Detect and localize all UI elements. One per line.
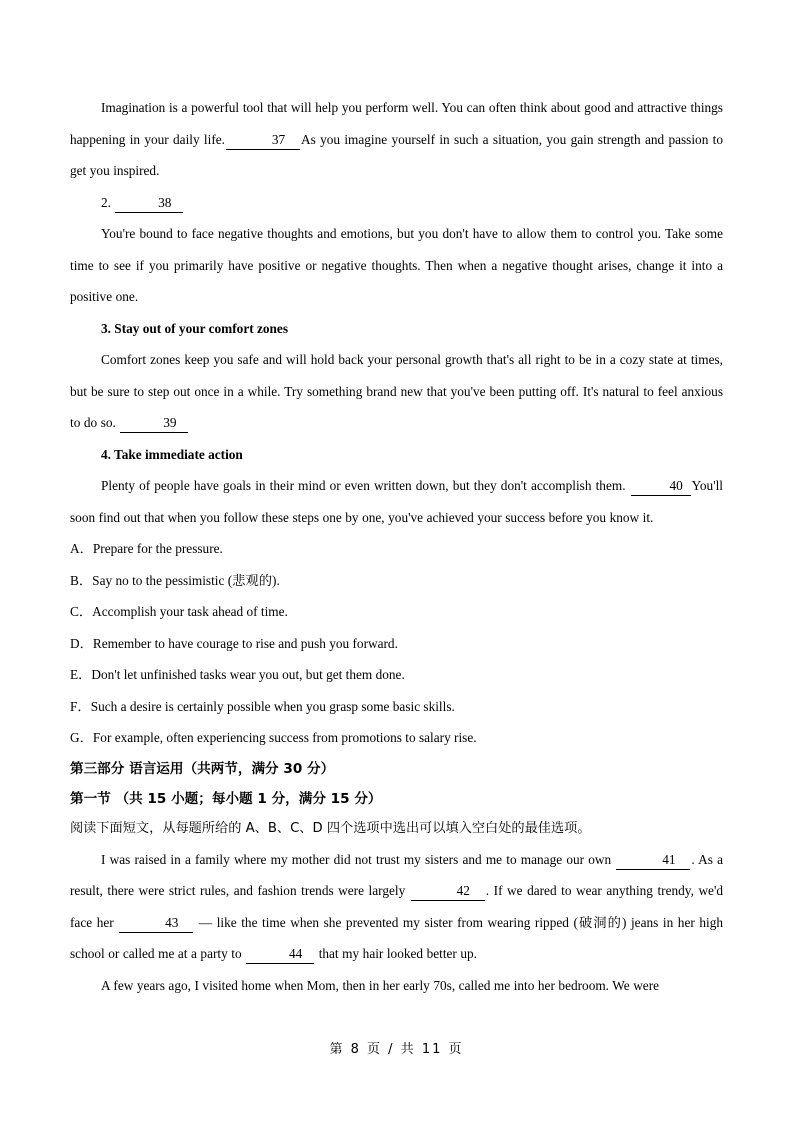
option-b-letter: B — [70, 572, 79, 588]
option-e-separator: ． — [78, 667, 92, 682]
blank-38[interactable]: 38 — [115, 194, 183, 213]
option-f-separator: ． — [77, 698, 91, 714]
option-e-letter: E — [70, 667, 79, 682]
option-g-text: For example, often experiencing success from promotions to salary rise. — [92, 730, 477, 745]
cloze-instruction: 阅读下面短文，从每题所给的 A、B、C、D 四个选项中选出可以填入空白处的最佳选项。 — [70, 820, 591, 836]
imagination-text-after-blank: As you imagine yourself in such a situation, you gain strength and passion to get you inspired. — [70, 131, 723, 178]
option-a-letter: A — [70, 541, 80, 556]
option-f-text: Such a desire is certainly possible when you grasp some basic skills. — [90, 698, 455, 714]
option-g-letter: G — [70, 730, 80, 745]
option-g[interactable] — [70, 722, 723, 754]
option-b-text: Say no to the pessimistic (悲观的). — [92, 572, 280, 588]
option-c-letter: C — [70, 604, 79, 619]
item-2-number: 2. — [101, 194, 111, 210]
option-f[interactable] — [70, 691, 723, 723]
cloze-text-4: — like the time when she prevented my sister from wearing ripped (破洞的) jeans in her high school or called me at a party to — [70, 914, 723, 961]
blank-41[interactable]: 41 — [616, 851, 690, 870]
heading-part-three: 第三部分 语言运用（共两节，满分 30 分） — [70, 760, 335, 777]
option-d[interactable] — [70, 628, 723, 660]
option-a[interactable] — [70, 533, 723, 565]
action-text-after-blank: You'll soon find out that when you follow these steps one by one, you've achieved your success before you know it. — [70, 478, 723, 525]
option-e[interactable] — [70, 659, 723, 691]
blank-42[interactable]: 42 — [411, 882, 485, 901]
list-item-2 — [70, 187, 723, 219]
action-text-before-blank: Plenty of people have goals in their mind or even written down, but they don't accomplish them. — [101, 478, 626, 493]
cloze-paragraph-2: A few years ago, I visited home when Mom, then in her early 70s, called me into her bedroom. We were — [101, 977, 660, 993]
paragraph-comfort-zones — [70, 344, 723, 439]
heading-take-immediate-action: 4. Take immediate action — [101, 446, 243, 462]
blank-43[interactable]: 43 — [119, 914, 193, 933]
option-g-separator: ． — [79, 730, 93, 745]
paragraph-take-action — [70, 470, 723, 533]
cloze-text-2: . As a result, there were strict rules, and fashion trends were largely — [70, 851, 723, 898]
cloze-paragraph-1 — [70, 844, 723, 970]
cloze-text-3: . If we dared to wear anything trendy, we'd face her — [70, 883, 723, 930]
option-a-text: Prepare for the pressure. — [92, 541, 223, 556]
option-d-text: Remember to have courage to rise and push you forward. — [92, 635, 398, 651]
cloze-text-1: I was raised in a family where my mother did not trust my sisters and me to manage our own — [101, 851, 612, 867]
option-d-separator: ． — [79, 635, 93, 651]
option-e-text: Don't let unfinished tasks wear you out, but get them done. — [91, 667, 405, 682]
option-d-letter: D — [70, 635, 80, 651]
blank-44[interactable]: 44 — [246, 945, 314, 964]
page-content — [70, 92, 723, 1001]
blank-39[interactable]: 39 — [120, 414, 188, 433]
option-a-separator: ． — [79, 541, 93, 556]
option-c-text: Accomplish your task ahead of time. — [92, 604, 288, 619]
imagination-text-before-blank: Imagination is a powerful tool that will help you perform well. You can often think about good and attractive things happening in your daily life. — [70, 100, 723, 147]
page-footer: 第 8 页 / 共 11 页 — [329, 1042, 464, 1057]
comfort-text: Comfort zones keep you safe and will hold back your personal growth that's all right to be in a cozy state at times, but be sure to step out once in a while. Try something brand new that you've been putting off. It's natural to feel anxious to do so. — [70, 352, 723, 430]
heading-stay-out-of-comfort-zones: 3. Stay out of your comfort zones — [101, 320, 288, 336]
blank-37[interactable]: 37 — [226, 131, 300, 150]
cloze-text-5: that my hair looked better up. — [318, 946, 477, 961]
option-c-separator: ． — [78, 604, 93, 619]
paragraph-negative-thoughts: You're bound to face negative thoughts and emotions, but you don't have to allow them to control you. Take some time to see if you primarily have positive or negative thoughts. Then when a negative thought arises, change it into a positive one. — [70, 226, 723, 304]
option-b-separator: ． — [78, 572, 93, 588]
heading-section-one: 第一节 （共 15 小题；每小题 1 分，满分 15 分） — [70, 790, 382, 807]
option-b[interactable] — [70, 565, 723, 597]
option-c[interactable] — [70, 596, 723, 628]
blank-40[interactable]: 40 — [631, 477, 691, 496]
paragraph-imagination — [70, 92, 723, 187]
option-f-letter: F — [70, 698, 78, 714]
